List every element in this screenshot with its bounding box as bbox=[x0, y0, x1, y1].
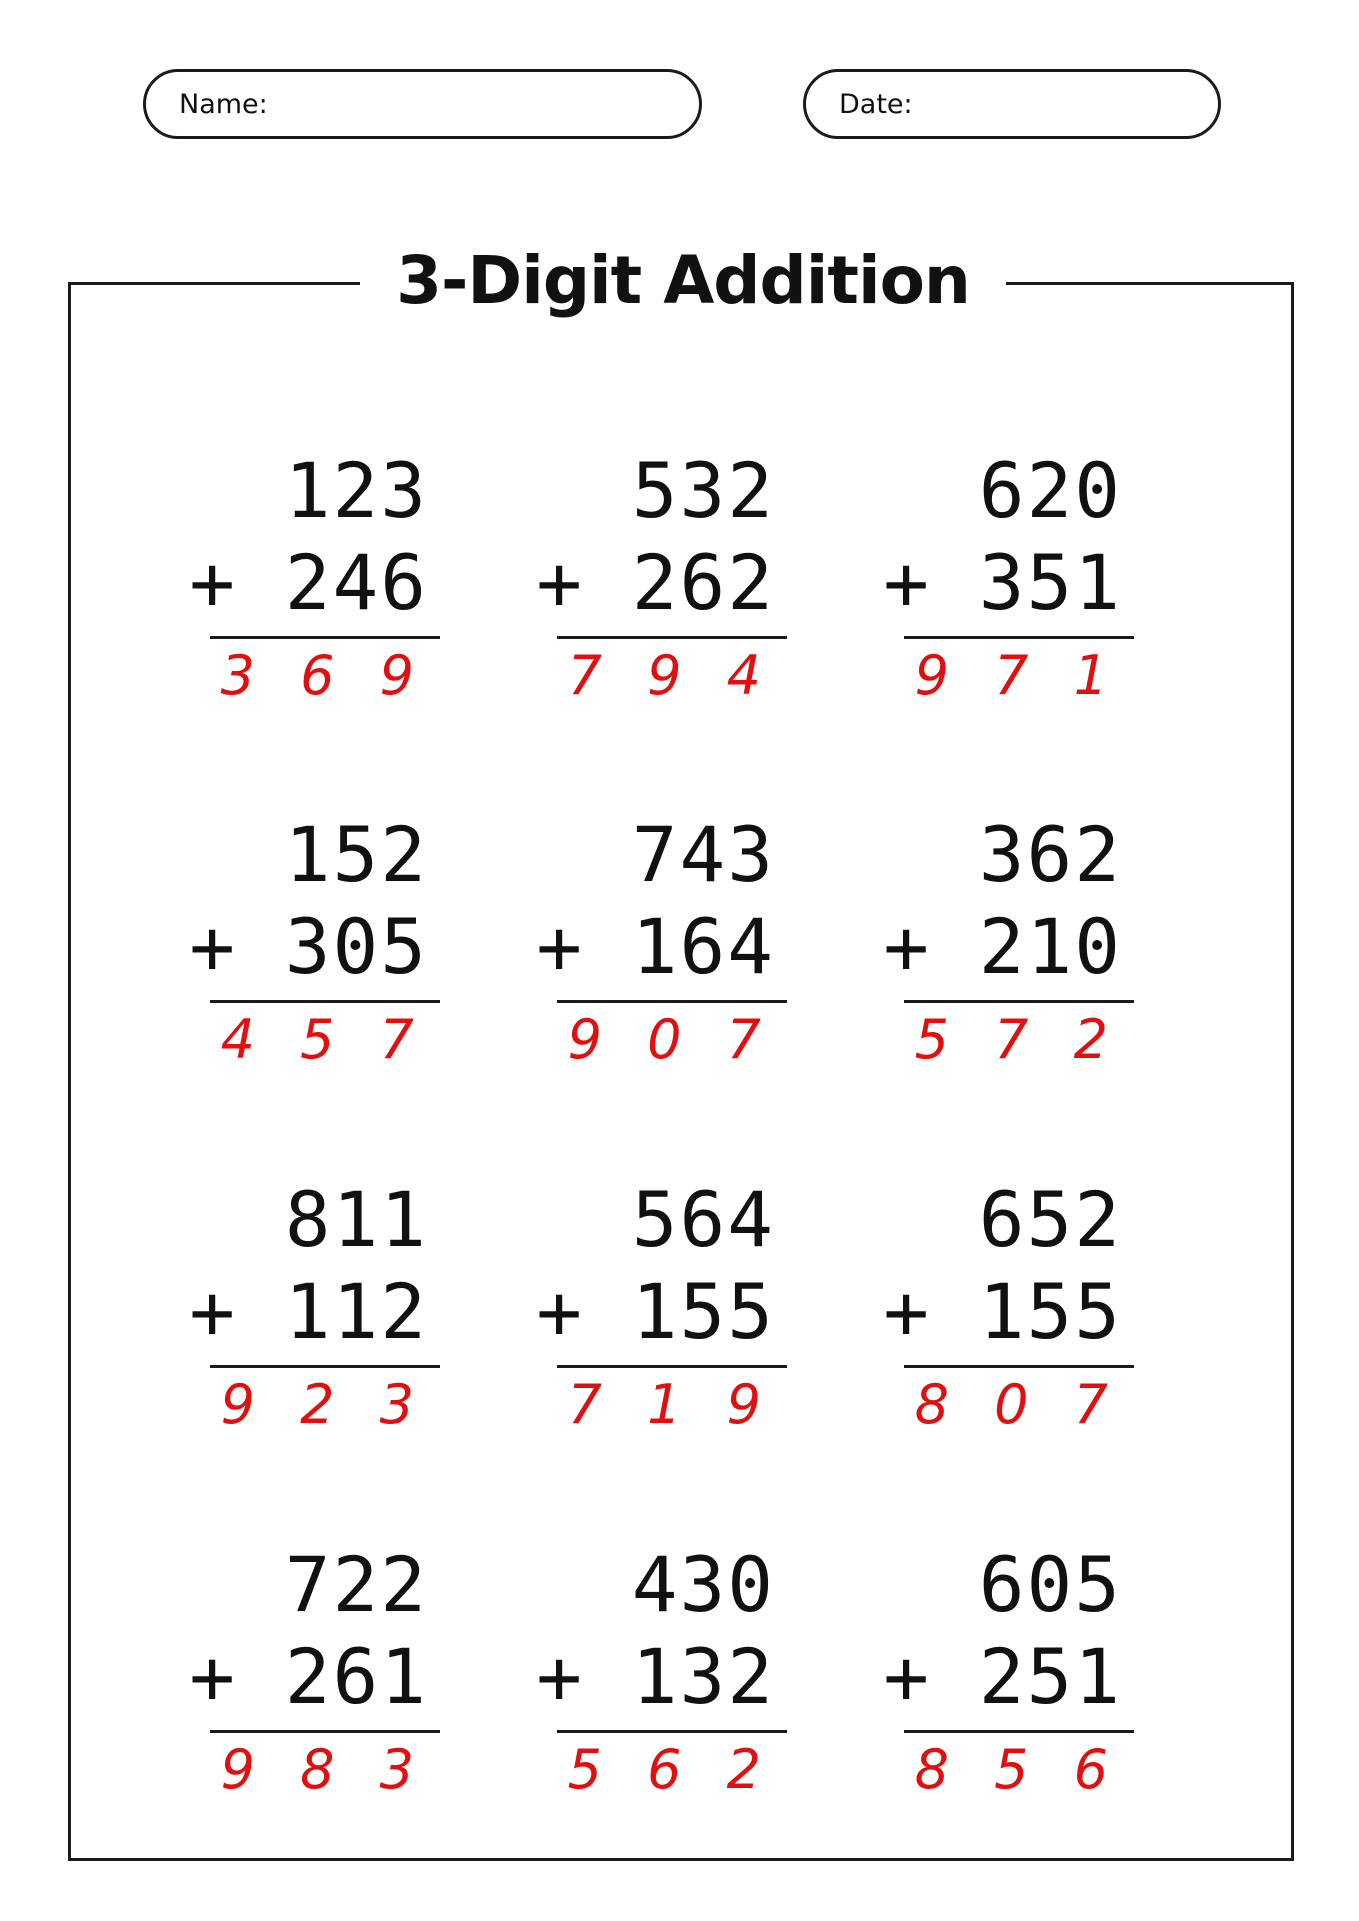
problem-addend: + 210 bbox=[883, 902, 1122, 991]
name-label: Name: bbox=[179, 88, 268, 120]
problem-top-number: 605 bbox=[978, 1540, 1122, 1629]
problem-12 bbox=[883, 1540, 1134, 1801]
problem-11 bbox=[536, 1540, 787, 1801]
problem-sum-line bbox=[210, 636, 440, 639]
problem-answer: 5 7 2 bbox=[914, 1008, 1122, 1071]
problem-answer: 8 0 7 bbox=[914, 1373, 1122, 1436]
problem-sum-line bbox=[904, 1000, 1134, 1003]
problem-sum-line bbox=[904, 636, 1134, 639]
problem-8 bbox=[536, 1175, 787, 1436]
problem-addend: + 251 bbox=[883, 1632, 1122, 1721]
worksheet-title: 3-Digit Addition bbox=[396, 242, 970, 319]
problem-answer: 7 9 4 bbox=[567, 644, 775, 707]
date-label: Date: bbox=[839, 88, 913, 120]
problem-answer: 8 5 6 bbox=[914, 1738, 1122, 1801]
problem-addend: + 112 bbox=[189, 1267, 428, 1356]
problem-10 bbox=[189, 1540, 440, 1801]
problem-top-number: 362 bbox=[978, 810, 1122, 899]
problem-addend: + 246 bbox=[189, 538, 428, 627]
problem-sum-line bbox=[557, 1000, 787, 1003]
problem-top-number: 743 bbox=[631, 810, 775, 899]
problem-answer: 4 5 7 bbox=[220, 1008, 428, 1071]
problem-answer: 3 6 9 bbox=[220, 644, 428, 707]
problem-addend: + 132 bbox=[536, 1632, 775, 1721]
problem-top-number: 811 bbox=[284, 1175, 428, 1264]
problem-answer: 5 6 2 bbox=[567, 1738, 775, 1801]
problem-answer: 9 2 3 bbox=[220, 1373, 428, 1436]
problem-addend: + 164 bbox=[536, 902, 775, 991]
problem-addend: + 155 bbox=[536, 1267, 775, 1356]
problem-sum-line bbox=[557, 1730, 787, 1733]
problem-top-number: 532 bbox=[631, 446, 775, 535]
problem-2 bbox=[536, 446, 787, 707]
problem-3 bbox=[883, 446, 1134, 707]
problem-addend: + 261 bbox=[189, 1632, 428, 1721]
problem-9 bbox=[883, 1175, 1134, 1436]
problem-answer: 9 7 1 bbox=[914, 644, 1122, 707]
problem-addend: + 305 bbox=[189, 902, 428, 991]
problem-answer: 9 0 7 bbox=[567, 1008, 775, 1071]
problem-addend: + 155 bbox=[883, 1267, 1122, 1356]
problem-sum-line bbox=[557, 636, 787, 639]
problem-top-number: 620 bbox=[978, 446, 1122, 535]
problem-sum-line bbox=[210, 1000, 440, 1003]
problem-answer: 7 1 9 bbox=[567, 1373, 775, 1436]
problem-top-number: 123 bbox=[284, 446, 428, 535]
problem-sum-line bbox=[904, 1365, 1134, 1368]
problem-sum-line bbox=[210, 1730, 440, 1733]
problem-4 bbox=[189, 810, 440, 1071]
problem-top-number: 722 bbox=[284, 1540, 428, 1629]
problem-answer: 9 8 3 bbox=[220, 1738, 428, 1801]
problem-addend: + 262 bbox=[536, 538, 775, 627]
problem-addend: + 351 bbox=[883, 538, 1122, 627]
problem-sum-line bbox=[557, 1365, 787, 1368]
problem-6 bbox=[883, 810, 1134, 1071]
problem-top-number: 652 bbox=[978, 1175, 1122, 1264]
problem-sum-line bbox=[210, 1365, 440, 1368]
problem-top-number: 564 bbox=[631, 1175, 775, 1264]
problem-sum-line bbox=[904, 1730, 1134, 1733]
problem-top-number: 152 bbox=[284, 810, 428, 899]
problem-1 bbox=[189, 446, 440, 707]
problem-5 bbox=[536, 810, 787, 1071]
problem-7 bbox=[189, 1175, 440, 1436]
problem-top-number: 430 bbox=[631, 1540, 775, 1629]
